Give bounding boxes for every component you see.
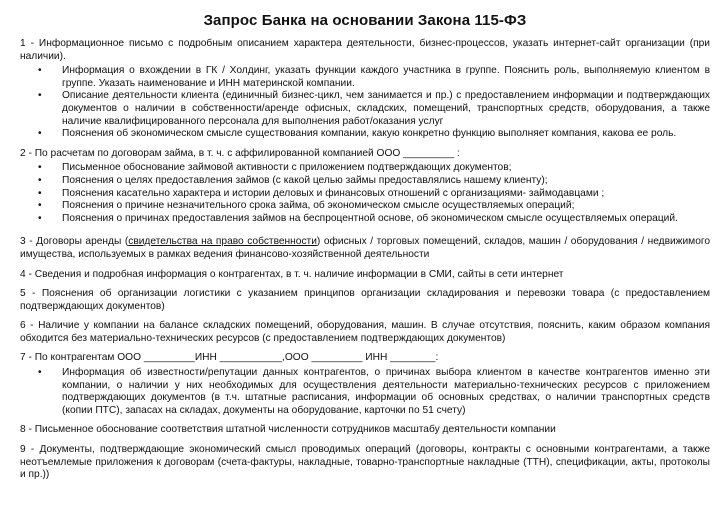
list-item: • Пояснения о причине незначительного срока займа, об экономическом смысле осуществляемых операций; bbox=[38, 200, 575, 212]
bullet-icon: • bbox=[38, 128, 42, 140]
list-item: • Описание деятельности клиента (единичный бизнес-цикл, чем занимается и пр.) с предоставлением информации и подтверждающих документов о наличии в собственности/аренде офисных, складских, помещений, транспортных средств, оборудования, а также наличие квалифицированного персонала для выполнения работ/оказания услуг bbox=[38, 90, 710, 127]
item-4: 4 - Сведения и подробная информация о контрагентах, в т. ч. наличие информации в СМИ, сайты в сети интернет bbox=[20, 268, 564, 280]
item-2-bullets bbox=[20, 162, 710, 225]
item-2: 2 - По расчетам по договорам займа, в т. ч. с аффилированной компанией ООО _________ : bbox=[20, 147, 460, 159]
document-title: Запрос Банка на основании Закона 115-ФЗ bbox=[203, 12, 527, 29]
item-3: 3 - Договоры аренды (свидетельства на право собственности) офисных / торговых помещений, складов, машин / оборудования / недвижимого имущества, используемых в рамках ведения финансово-хозяйственной деятельности bbox=[20, 236, 711, 260]
bullet-icon: • bbox=[38, 174, 42, 186]
bullet-icon: • bbox=[38, 212, 42, 224]
list-item: • Пояснения об экономическом смысле существования компании, какую конкретно функцию выполняет компания, какова ее роль. bbox=[38, 128, 677, 140]
item-5: 5 - Пояснения об организации логистики с указанием принципов организации складирования и перевозки товара (с предоставлением подтверждающих документов) bbox=[20, 288, 710, 312]
item-7-bullets bbox=[20, 367, 710, 417]
bullet-icon: • bbox=[38, 162, 42, 174]
list-item: • Информация об известности/репутации данных контрагентов, о причинах выбора клиентом в качестве контрагентов именно эти компании, о наличии у них необходимых для осуществления деятельности материально-технических ресурсов с приложением подтверждающих документов (в т.ч. штатные расписания, информации об основных средствах, о наличии транспортных средств (копии ПТС), запасах на складах, документы на оборудование, карточки по 51 счету) bbox=[38, 367, 710, 416]
bullet-icon: • bbox=[38, 187, 42, 199]
list-item: • Пояснения о причинах предоставления займов на беспроцентной основе, об экономическом смысле осуществляемых операций. bbox=[38, 212, 678, 224]
list-item: • Пояснения о целях предоставления займов (с какой целью займы предоставлялись нашему клиенту); bbox=[38, 174, 548, 186]
item-7: 7 - По контрагентам ООО _________ИНН ___________,ООО _________ ИНН ________: bbox=[20, 352, 439, 364]
item-6: 6 - Наличие у компании на балансе складских помещений, оборудования, машин. В случае отсутствия, пояснить, каким образом компания обходится без материально-технических ресурсов (с предоставлением подтверждающих документов) bbox=[20, 320, 710, 344]
item-9: 9 - Документы, подтверждающие экономический смысл проводимых операций (договоры, контракты с основными контрагентами, а также неотъемлемые приложения к договорам (счета-фактуры, накладные, товарно-транспортные накладные (ТТН), спецификации, акты, протоколы и пр.)) bbox=[20, 444, 710, 481]
list-item: • Пояснения касательно характера и истории деловых и финансовых отношений с организациями- займодавцами ; bbox=[38, 187, 605, 199]
bullet-icon: • bbox=[38, 367, 42, 379]
item-8: 8 - Письменное обоснование соответствия штатной численности сотрудников масштабу деятельности компании bbox=[20, 424, 556, 436]
list-item: • Информация о вхождении в ГК / Холдинг, указать функции каждого участника в группе. Пояснить роль, выполняемую клиентом в группе. Указать наименование и ИНН материнской компании. bbox=[38, 65, 710, 89]
underlined-text: свидетельства на право собственности bbox=[128, 236, 317, 248]
bullet-icon: • bbox=[38, 90, 42, 102]
list-item: • Письменное обоснование займовой активности с приложением подтверждающих документов; bbox=[38, 162, 512, 174]
item-1-bullets bbox=[20, 65, 710, 141]
item-1: 1 - Информационное письмо с подробным описанием характера деятельности, бизнес-процессов, указать интернет-сайт организации (при наличии). bbox=[20, 38, 710, 62]
bullet-icon: • bbox=[38, 65, 42, 77]
bullet-icon: • bbox=[38, 200, 42, 212]
